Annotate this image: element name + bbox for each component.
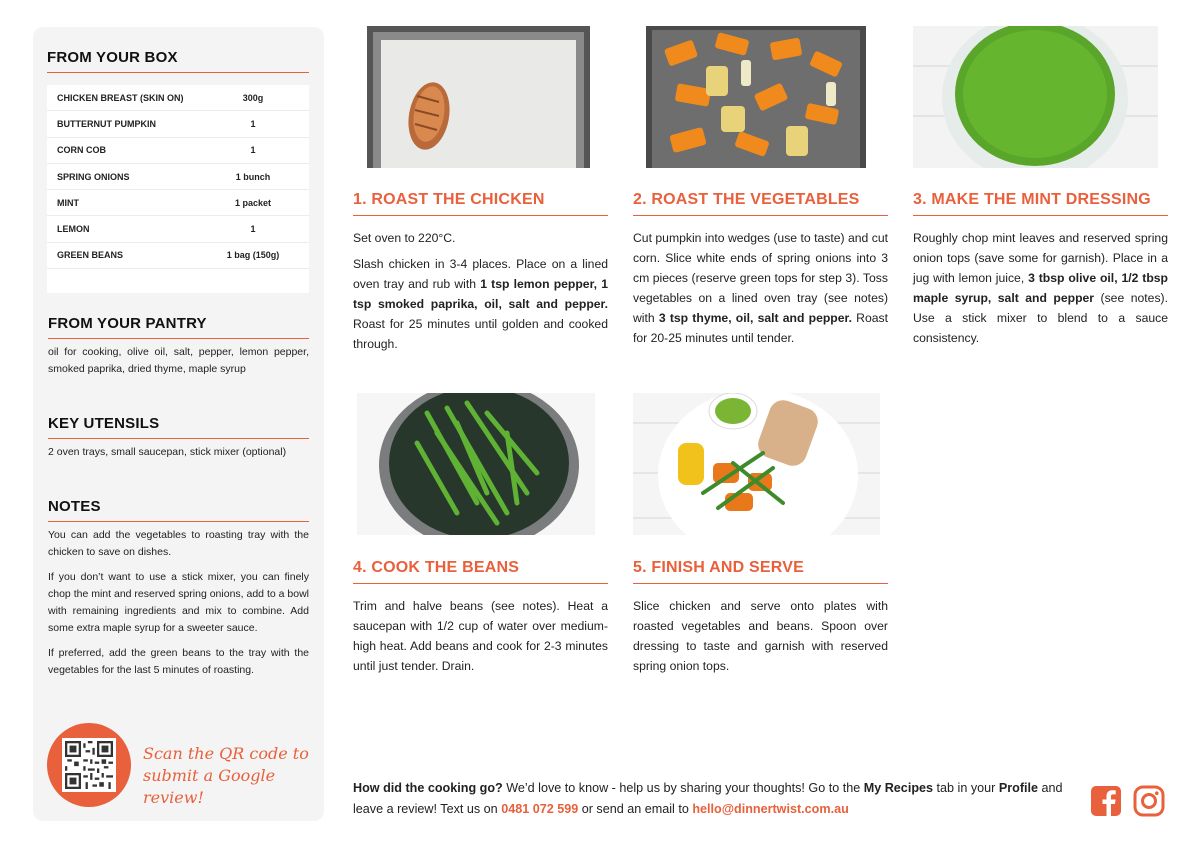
divider: [913, 215, 1168, 216]
ingredient-row: [47, 111, 309, 137]
ingredient-name: MINT: [57, 197, 79, 208]
step-emphasis: 1 tsp lemon pepper, 1 tsp smoked paprika, oil, salt and pepper.: [353, 277, 608, 311]
step-text: Slash chicken in 3-4 places. Place on a lined oven tray and rub with: [353, 257, 608, 291]
facebook-icon[interactable]: [1090, 785, 1122, 817]
from-your-pantry-title: FROM YOUR PANTRY: [48, 315, 207, 332]
notes-section: [48, 498, 309, 522]
step-text: (see notes). Use a stick mixer to blend to a sauce consistency.: [913, 291, 1168, 345]
roast-chicken-photo: [367, 26, 590, 168]
ingredient-name: GREEN BEANS: [57, 250, 124, 261]
note-item: If you don’t want to use a stick mixer, you can finely chop the mint and reserved spring onions, add to a bowl with remaining ingredients and mix to combine. Add some extra maple syrup for a sweeter sauce.: [48, 571, 309, 634]
step-title: 5. FINISH AND SERVE: [633, 559, 804, 576]
ingredient-row: [47, 164, 309, 190]
footer-text: We’d love to know - help us by sharing your thoughts! Go to the: [502, 781, 864, 795]
step-title: 1. ROAST THE CHICKEN: [353, 191, 545, 208]
key-utensils-title: KEY UTENSILS: [48, 415, 160, 432]
step-5: [633, 559, 888, 682]
ingredient-qty: 1: [250, 224, 256, 235]
qr-code-badge[interactable]: [47, 723, 131, 807]
from-your-box-section: [47, 49, 309, 73]
divider: [633, 583, 888, 584]
step-text: Slice chicken and serve onto plates with roasted vegetables and beans. Spoon over dressing to taste and garnish with reserved spring onion tops.: [633, 599, 888, 673]
divider: [47, 72, 309, 73]
step-body: [913, 228, 1168, 348]
footer-emphasis: My Recipes: [863, 781, 934, 795]
ingredient-name: LEMON: [57, 224, 90, 235]
step-paragraph: [353, 254, 608, 354]
step-text: Cut pumpkin into wedges (use to taste) and cut corn. Slice white ends of spring onions into 3 cm pieces (reserve green tops for step 3). Toss vegetables on a lined oven tray (see notes) with: [633, 231, 888, 325]
key-utensils-section: [48, 415, 309, 439]
step-text: Set oven to 220°C.: [353, 231, 456, 245]
ingredient-name: BUTTERNUT PUMPKIN: [57, 118, 156, 129]
step-title: 4. COOK THE BEANS: [353, 559, 520, 576]
utensils-text: 2 oven trays, small saucepan, stick mixer (optional): [48, 446, 287, 458]
divider: [353, 215, 608, 216]
notes-list: [48, 527, 309, 687]
ingredient-name: CORN COB: [57, 145, 106, 156]
footer-text: tab in your: [933, 781, 999, 795]
note-item: You can add the vegetables to roasting tray with the chicken to save on dishes.: [48, 529, 309, 558]
step-paragraph: [353, 596, 608, 676]
from-your-box-title: FROM YOUR BOX: [47, 49, 178, 66]
step-emphasis: 3 tbsp olive oil, 1/2 tbsp maple syrup, salt and pepper: [913, 271, 1168, 305]
divider: [48, 438, 309, 439]
step-body: [633, 596, 888, 676]
ingredients-table: [47, 85, 309, 293]
ingredient-qty: 1 bunch: [235, 171, 271, 182]
qr-caption-line: Scan the QR code to: [143, 744, 309, 763]
instagram-icon[interactable]: [1133, 785, 1165, 817]
ingredient-name: SPRING ONIONS: [57, 171, 130, 182]
review-prompt: [353, 778, 1073, 820]
ingredient-qty: 1: [250, 118, 256, 129]
ingredient-qty: 1: [250, 145, 256, 156]
divider: [48, 521, 309, 522]
step-text: Trim and halve beans (see notes). Heat a saucepan with 1/2 cup of water over medium-high heat. Add beans and cook for 2-3 minutes until just tender. Drain.: [353, 599, 608, 673]
step-title: 2. ROAST THE VEGETABLES: [633, 191, 860, 208]
step-emphasis: 3 tsp thyme, oil, salt and pepper.: [658, 311, 852, 325]
step-1: [353, 191, 608, 360]
step-paragraph: [633, 228, 888, 348]
qr-caption: [143, 743, 313, 809]
footer-emphasis: Profile: [998, 781, 1039, 795]
step-body: [353, 596, 608, 676]
step-body: [633, 228, 888, 348]
step-paragraph: [633, 596, 888, 676]
ingredient-qty: 1 bag (150g): [226, 250, 280, 261]
step-text: Roughly chop mint leaves and reserved spring onion tops (save some for garnish). Place in a jug with lemon juice,: [913, 231, 1168, 285]
ingredient-qty: 1 packet: [234, 197, 272, 208]
ingredient-row: [47, 216, 309, 242]
ingredient-row: [47, 138, 309, 164]
cook-beans-photo: [357, 393, 595, 535]
step-paragraph: [353, 228, 608, 248]
step-paragraph: [913, 228, 1168, 348]
step-text: Roast for 20-25 minutes until tender.: [633, 311, 888, 345]
footer-text: or send an email to: [578, 802, 693, 816]
ingredient-name: CHICKEN BREAST (SKIN ON): [57, 92, 184, 103]
pantry-text: oil for cooking, olive oil, salt, pepper, lemon pepper, smoked paprika, dried thyme, maple syrup: [48, 346, 309, 375]
step-2: [633, 191, 888, 354]
note-item: If preferred, add the green beans to the tray with the vegetables for the last 5 minutes of roasting.: [48, 647, 309, 676]
ingredient-row: [47, 190, 309, 216]
divider: [353, 583, 608, 584]
ingredient-qty: 300g: [242, 92, 264, 103]
footer-text: and leave a review! Text us on: [353, 781, 1063, 816]
step-title: 3. MAKE THE MINT DRESSING: [913, 191, 1151, 208]
step-text: Roast for 25 minutes until golden and cooked through.: [353, 317, 608, 351]
divider: [633, 215, 888, 216]
step-3: [913, 191, 1168, 354]
notes-title: NOTES: [48, 498, 101, 515]
mint-dressing-photo: [913, 26, 1158, 168]
finished-dish-photo: [633, 393, 880, 535]
qr-caption-line: submit a Google review!: [143, 766, 276, 807]
divider: [48, 338, 309, 339]
roast-vegetables-photo: [646, 26, 866, 168]
qr-code-icon[interactable]: [62, 738, 116, 792]
from-your-pantry-section: [48, 315, 309, 339]
phone-link[interactable]: 0481 072 599: [501, 802, 579, 816]
ingredient-row: [47, 243, 309, 269]
email-link[interactable]: hello@dinnertwist.com.au: [692, 802, 849, 816]
sidebar-panel: [33, 27, 324, 821]
ingredient-row: [47, 85, 309, 111]
step-4: [353, 559, 608, 682]
step-body: [353, 228, 608, 354]
footer-emphasis: How did the cooking go?: [353, 781, 503, 795]
